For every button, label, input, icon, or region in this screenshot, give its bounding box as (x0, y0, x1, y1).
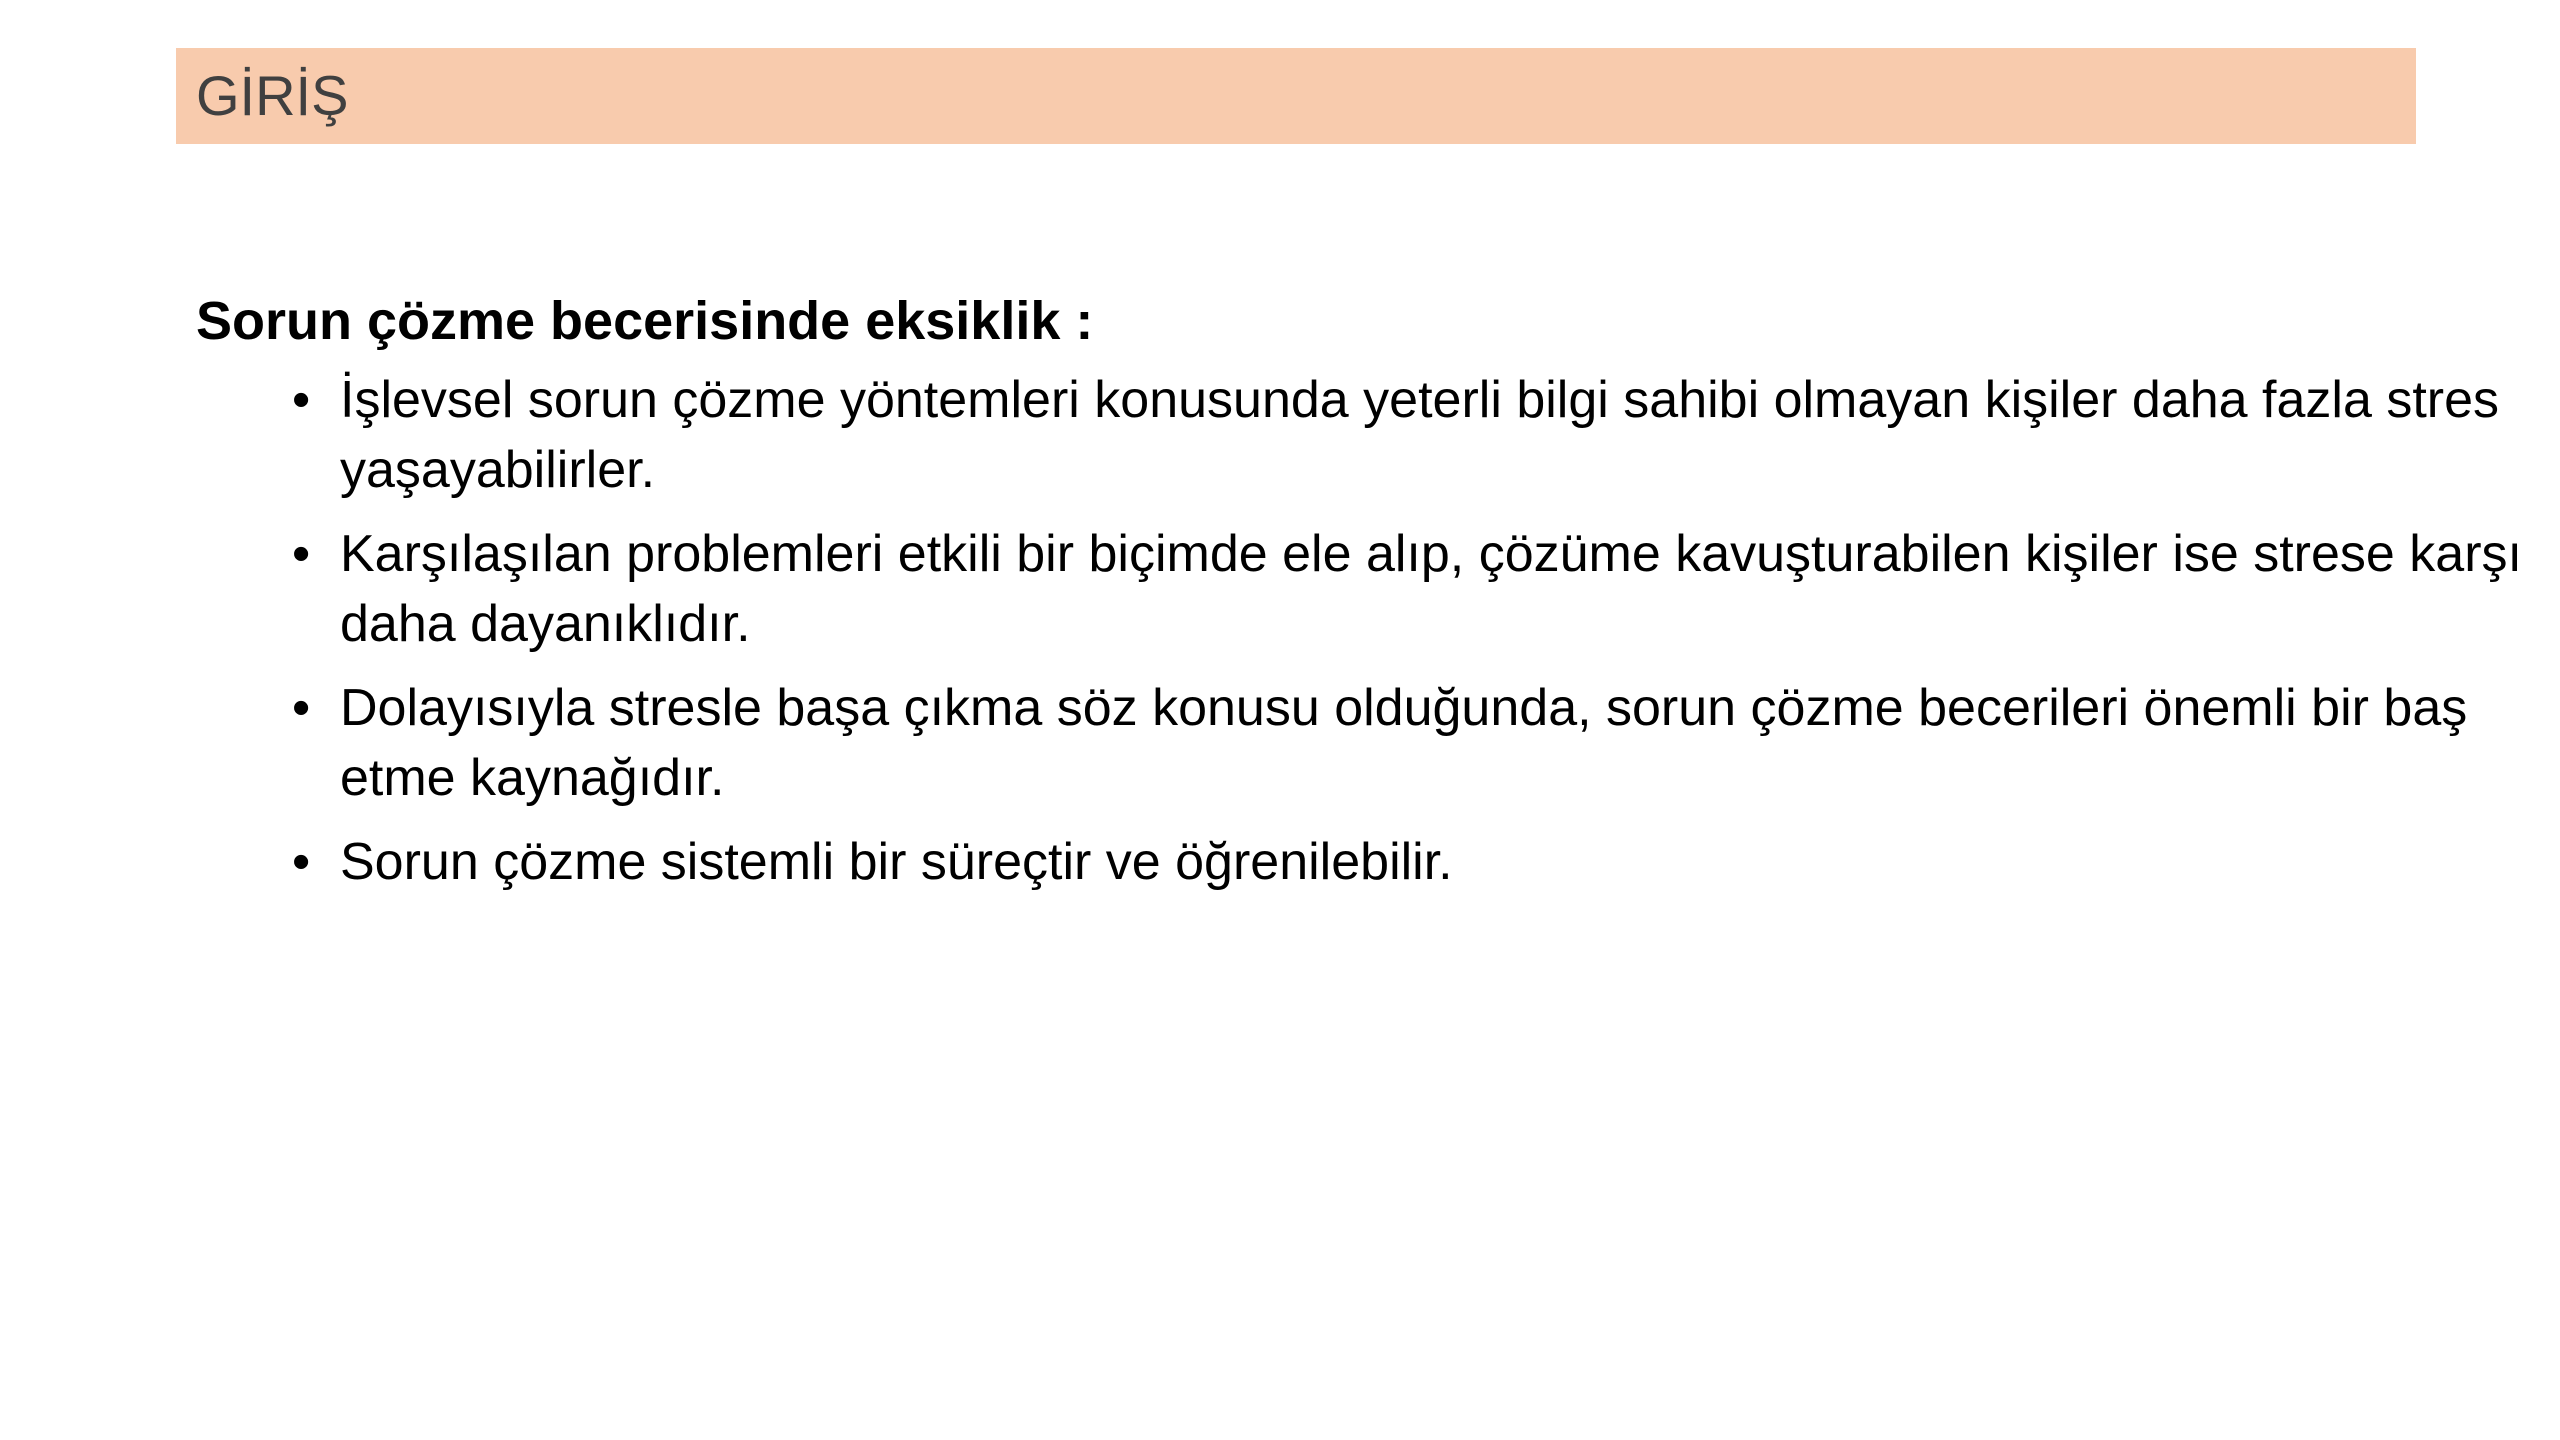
bullet-text: Karşılaşılan problemleri etkili bir biçimde ele alıp, çözüme kavuşturabilen kişiler ise strese karşı daha dayanıklıdır. (340, 525, 2522, 653)
bullet-icon: • (292, 371, 311, 429)
bullet-item (292, 365, 2560, 505)
bullet-text: İşlevsel sorun çözme yöntemleri konusunda yeterli bilgi sahibi olmayan kişiler daha fazla stres yaşayabilirler. (340, 371, 2500, 499)
bullet-item (292, 827, 2560, 897)
slide-content (196, 285, 2522, 911)
bullet-item (292, 673, 2560, 813)
bullet-text: Sorun çözme sistemli bir süreçtir ve öğrenilebilir. (340, 833, 1453, 891)
bullet-item (292, 519, 2560, 659)
slide-title: GİRİŞ (196, 64, 349, 127)
bullet-list (196, 365, 2522, 897)
bullet-icon: • (292, 679, 311, 737)
section-heading: Sorun çözme becerisinde eksiklik : (196, 291, 1094, 351)
bullet-text: Dolayısıyla stresle başa çıkma söz konusu olduğunda, sorun çözme becerileri önemli bir baş etme kaynağıdır. (340, 679, 2468, 807)
bullet-icon: • (292, 833, 311, 891)
title-bar (176, 48, 2416, 144)
bullet-icon: • (292, 525, 311, 583)
